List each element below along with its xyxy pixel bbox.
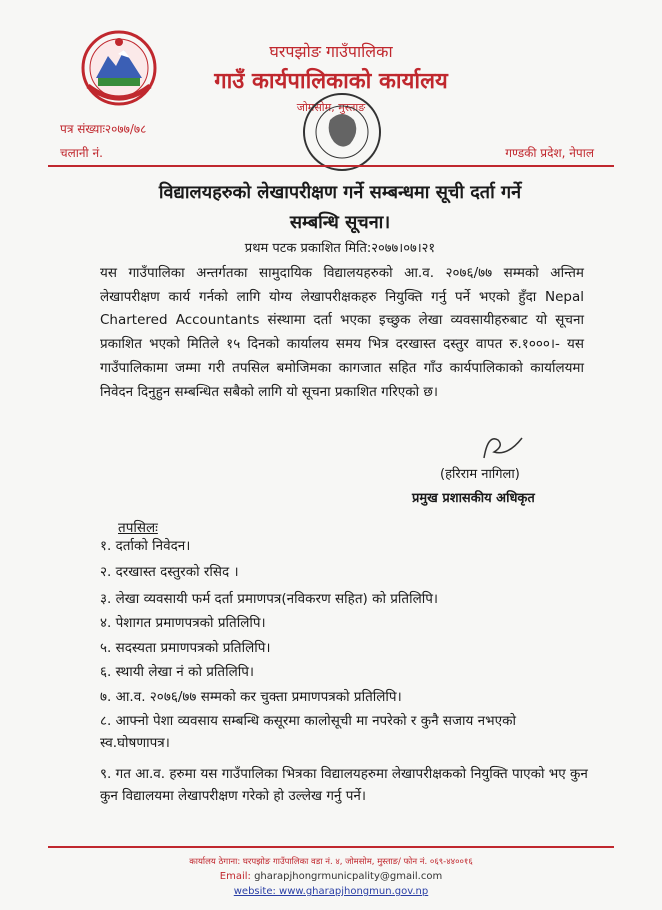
header-divider <box>48 165 614 167</box>
list-item: ५. सदस्यता प्रमाणपत्रको प्रतिलिपि। <box>100 640 271 656</box>
office-stamp-icon <box>300 90 384 174</box>
notice-body: यस गाउँपालिका अन्तर्गतका सामुदायिक विद्यालयहरुको आ.व. २०७६/७७ सम्मको अन्तिम लेखापरीक्षण कार्य गर्नको लागि योग्य लेखापरीक्षकहरु नियुक्ति गर्नु पर्ने भएको हुँदा Nepal Chartered Accountants संस्थामा दर्ता भएका इच्छुक लेखा व्यवसायीहरुबाट यो सूचना प्रकाशित भएको मितिले १५ दिनको कार्यालय समय भित्र दरखास्त दस्तुर वापत रु.१०००।- यस गाउँपालिकामा जम्मा गरी तपसिल बमोजिमका कागजात सहित गाँउ कार्यपालिकाको कार्यालयमा निवेदन दिनुहुन सम्बन्धित सबैको लागि यो सूचना प्रकाशित गरिएको छ। <box>100 265 584 400</box>
attachments-heading: तपसिलः <box>118 520 158 536</box>
list-item: २. दरखास्त दस्तुरको रसिद । <box>100 564 239 580</box>
list-item: ६. स्थायी लेखा नं को प्रतिलिपि। <box>100 664 255 680</box>
signatory-title: प्रमुख प्रशासकीय अधिकृत <box>412 491 535 506</box>
dispatch-number: चलानी नं. <box>60 146 103 160</box>
list-item: ८. आफ्नो पेशा व्यवसाय सम्बन्धि कसूरमा कालोसूची मा नपरेको र कुनै सजाय नभएको स्व.घोषणापत्र। <box>100 713 516 751</box>
office-address: जोमसोम, मुस्ताङ <box>296 101 366 114</box>
list-item: ९. गत आ.व. हरुमा यस गाउँपालिका भित्रका विद्यालयहरुमा लेखापरीक्षकको नियुक्ति पाएको भए कुन कुन विद्यालयमा लेखापरीक्षण गरेको हो उल्लेख गर्नु पर्ने। <box>100 766 588 804</box>
footer-address: कार्यालय ठेगाना: घरपझोङ गाउँपालिका वडा नं. ४, जोमसोम, मुस्ताङ/ फोन नं. ०६९-४४००१६ <box>189 857 473 867</box>
list-item: ४. पेशागत प्रमाणपत्रको प्रतिलिपि। <box>100 615 266 631</box>
footer-divider <box>48 846 614 848</box>
notice-title: विद्यालयहरुको लेखापरीक्षण गर्ने सम्बन्धमा सूची दर्ता गर्ने <box>158 182 522 203</box>
website-link[interactable]: website: www.gharapjhongmun.gov.np <box>233 886 429 897</box>
list-item: ७. आ.व. २०७६/७७ सम्मको कर चुक्ता प्रमाणपत्रको प्रतिलिपि। <box>100 689 402 705</box>
reference-number: पत्र संख्याः२०७७/७८ <box>60 122 147 136</box>
email-label: Email: <box>219 871 251 882</box>
email-link[interactable]: gharapjhongrmunicpality@gmail.com <box>254 871 443 882</box>
footer-email <box>0 871 662 882</box>
list-item: १. दर्ताको निवेदन। <box>100 538 191 554</box>
list-item: ३. लेखा व्यवसायी फर्म दर्ता प्रमाणपत्र(नविकरण सहित) को प्रतिलिपि। <box>100 591 439 607</box>
province-label: गण्डकी प्रदेश, नेपाल <box>505 146 594 160</box>
signature-icon <box>478 430 528 464</box>
publish-date: प्रथम पटक प्रकाशित मिति:२०७७।०७।२१ <box>244 241 436 256</box>
signatory-name: (हरिराम नागिला) <box>440 467 520 482</box>
municipality-name: घरपझोङ गाउँपालिका <box>269 42 393 61</box>
notice-title-line2: सम्बन्धि सूचना। <box>289 212 391 233</box>
office-name: गाउँ कार्यपालिकाको कार्यालय <box>214 69 448 94</box>
